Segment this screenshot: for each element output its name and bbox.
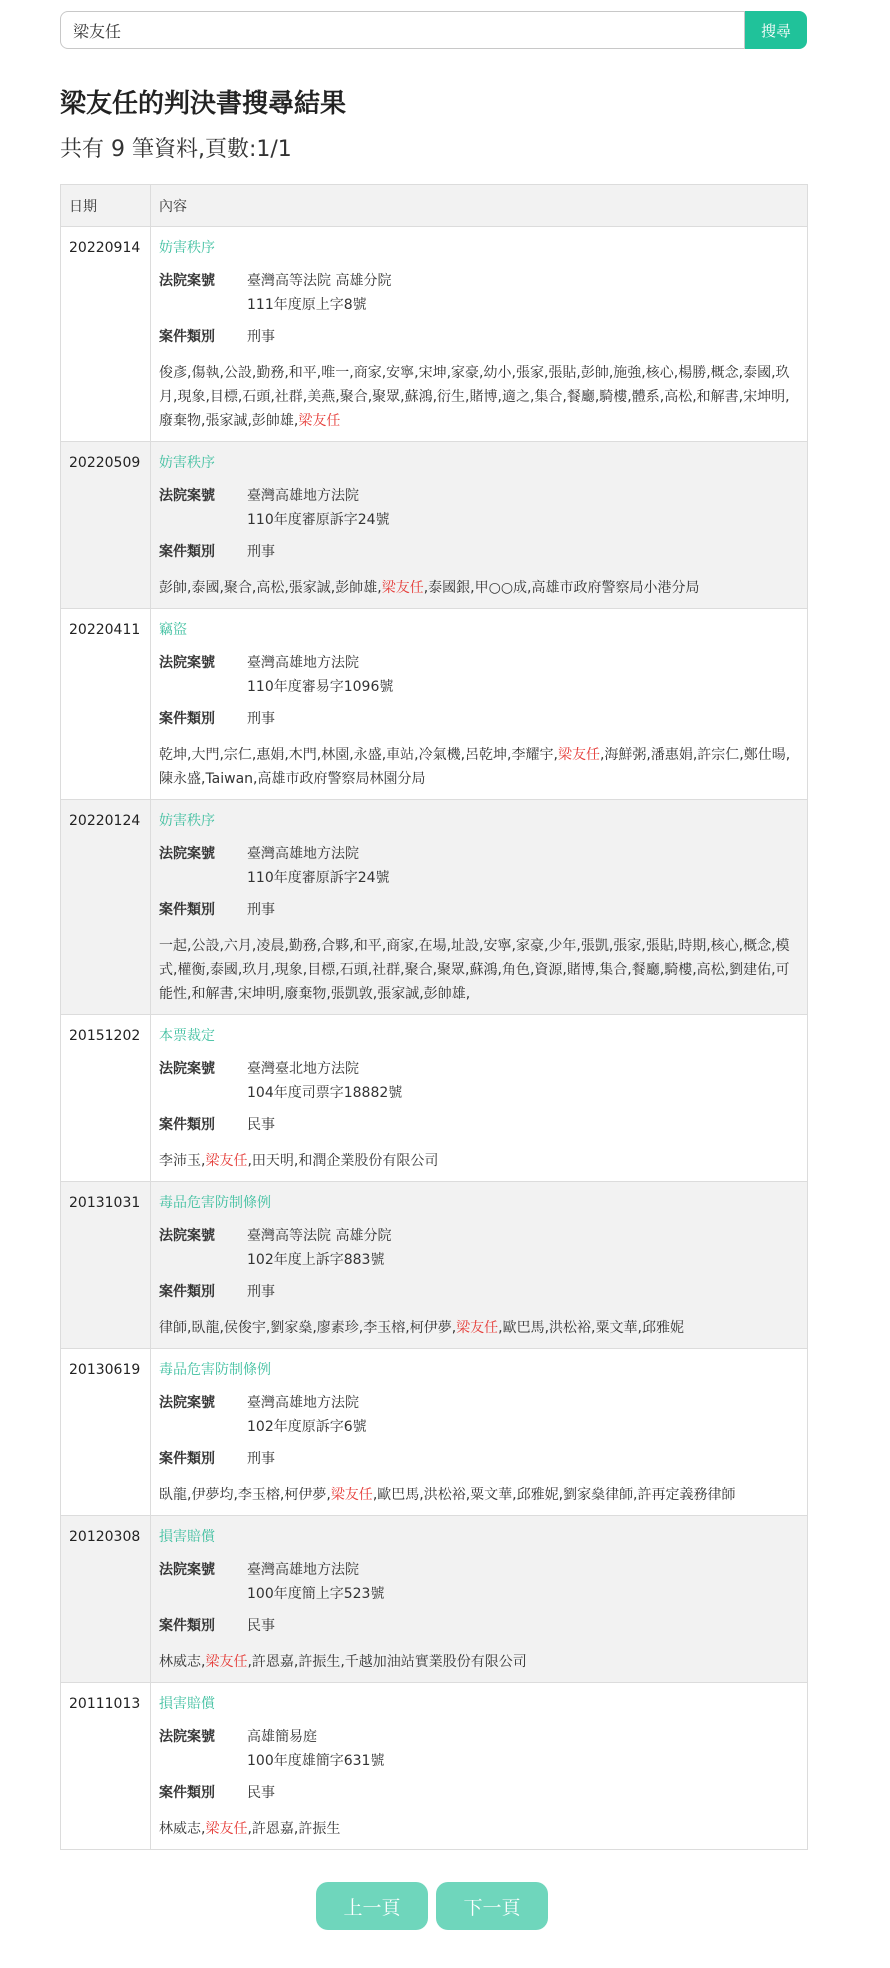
field-spacer xyxy=(159,1606,799,1614)
court-value xyxy=(247,1391,367,1439)
parties-text-after: ,歐巴馬,洪松裕,粟文華,邱雅妮 xyxy=(498,1320,684,1336)
court-name: 臺灣高等法院 高雄分院 xyxy=(247,273,392,289)
field-spacer xyxy=(159,1272,799,1280)
case-number: 102年度原訴字6號 xyxy=(247,1419,367,1435)
parties-text-after: ,海鮮粥,潘惠娟,許宗仁,鄭仕暘,陳永盛,Taiwan,高雄市政府警察局林園分局 xyxy=(159,747,791,787)
content-cell xyxy=(151,800,808,1015)
court-name: 臺灣高等法院 高雄分院 xyxy=(247,1228,392,1244)
court-field xyxy=(159,484,799,532)
type-field xyxy=(159,1113,799,1137)
date-cell xyxy=(61,442,151,609)
field-spacer xyxy=(159,699,799,707)
type-label: 案件類別 xyxy=(159,1117,215,1133)
court-label: 法院案號 xyxy=(159,846,215,862)
case-type: 刑事 xyxy=(247,1284,275,1300)
content-cell xyxy=(151,1349,808,1516)
court-label: 法院案號 xyxy=(159,655,215,671)
court-label: 法院案號 xyxy=(159,273,215,289)
field-spacer xyxy=(159,1105,799,1113)
court-name: 臺灣高雄地方法院 xyxy=(247,655,359,671)
judgment-date: 20130619 xyxy=(69,1362,141,1378)
table-row xyxy=(61,227,808,442)
judgment-date: 20151202 xyxy=(69,1028,141,1044)
previous-page-button[interactable]: 上一頁 xyxy=(316,1882,428,1930)
table-row xyxy=(61,1182,808,1349)
highlighted-name: 梁友任 xyxy=(205,1153,248,1169)
type-label: 案件類別 xyxy=(159,1618,215,1634)
case-title-link[interactable]: 本票裁定 xyxy=(159,1028,215,1044)
type-label: 案件類別 xyxy=(159,711,215,727)
case-title-link[interactable]: 毒品危害防制條例 xyxy=(159,1362,271,1378)
table-row xyxy=(61,1015,808,1182)
case-type: 刑事 xyxy=(247,711,275,727)
parties-text: 李沛玉, xyxy=(159,1153,206,1169)
parties-text: 林威志, xyxy=(159,1654,206,1670)
court-value xyxy=(247,1558,384,1606)
court-value xyxy=(247,269,391,317)
result-count: 共有 9 筆資料,頁數:1/1 xyxy=(60,137,292,162)
court-value xyxy=(247,1057,402,1105)
page-title: 梁友任的判決書搜尋結果 xyxy=(60,89,347,119)
court-field xyxy=(159,842,799,890)
column-header-content: 內容 xyxy=(151,185,808,227)
search-button[interactable]: 搜尋 xyxy=(745,11,807,49)
highlighted-name: 梁友任 xyxy=(381,580,424,596)
court-value xyxy=(247,484,390,532)
court-name: 臺灣臺北地方法院 xyxy=(247,1061,359,1077)
next-page-button[interactable]: 下一頁 xyxy=(436,1882,548,1930)
type-field xyxy=(159,898,799,922)
case-type: 刑事 xyxy=(247,329,275,345)
content-cell xyxy=(151,609,808,800)
results-table xyxy=(60,184,808,1850)
case-title-link[interactable]: 竊盜 xyxy=(159,622,187,638)
type-label: 案件類別 xyxy=(159,1785,215,1801)
court-label: 法院案號 xyxy=(159,1228,215,1244)
parties-text: 律師,臥龍,侯俊宇,劉家燊,廖素珍,李玉榕,柯伊夢, xyxy=(159,1320,457,1336)
field-spacer xyxy=(159,532,799,540)
date-cell xyxy=(61,227,151,442)
content-cell xyxy=(151,1683,808,1850)
parties-text: 彭帥,泰國,聚合,高松,張家誠,彭帥雄, xyxy=(159,580,382,596)
type-field xyxy=(159,1447,799,1471)
court-field xyxy=(159,651,799,699)
parties-text-after: ,歐巴馬,洪松裕,粟文華,邱雅妮,劉家燊律師,許再定義務律師 xyxy=(372,1487,736,1503)
parties-list xyxy=(159,576,799,600)
court-name: 臺灣高雄地方法院 xyxy=(247,1395,359,1411)
content-cell xyxy=(151,442,808,609)
search-input[interactable] xyxy=(60,11,745,49)
table-row xyxy=(61,1683,808,1850)
parties-text-after: ,許恩嘉,許振生 xyxy=(247,1821,341,1837)
highlighted-name: 梁友任 xyxy=(298,413,341,429)
type-label: 案件類別 xyxy=(159,329,215,345)
parties-text-after: ,許恩嘉,許振生,千越加油站實業股份有限公司 xyxy=(247,1654,527,1670)
date-cell xyxy=(61,1683,151,1850)
case-number: 102年度上訴字883號 xyxy=(247,1252,385,1268)
field-spacer xyxy=(159,1439,799,1447)
parties-list xyxy=(159,361,799,433)
case-type: 民事 xyxy=(247,1117,275,1133)
parties-text-after: ,田天明,和潤企業股份有限公司 xyxy=(247,1153,439,1169)
highlighted-name: 梁友任 xyxy=(330,1487,373,1503)
judgment-date: 20220411 xyxy=(69,622,141,638)
court-value xyxy=(247,1224,391,1272)
case-number: 110年度審原訴字24號 xyxy=(247,870,390,886)
highlighted-name: 梁友任 xyxy=(557,747,600,763)
content-cell xyxy=(151,1182,808,1349)
type-label: 案件類別 xyxy=(159,902,215,918)
parties-list xyxy=(159,934,799,1006)
highlighted-name: 梁友任 xyxy=(456,1320,499,1336)
field-spacer xyxy=(159,1773,799,1781)
type-label: 案件類別 xyxy=(159,544,215,560)
parties-list xyxy=(159,743,799,791)
case-type: 刑事 xyxy=(247,1451,275,1467)
case-number: 100年度簡上字523號 xyxy=(247,1586,385,1602)
court-value xyxy=(247,651,393,699)
case-type: 民事 xyxy=(247,1618,275,1634)
court-label: 法院案號 xyxy=(159,1395,215,1411)
court-field xyxy=(159,1391,799,1439)
date-cell xyxy=(61,1015,151,1182)
type-label: 案件類別 xyxy=(159,1284,215,1300)
court-field xyxy=(159,1725,799,1773)
case-type: 民事 xyxy=(247,1785,275,1801)
search-bar xyxy=(60,11,807,49)
court-field xyxy=(159,1224,799,1272)
court-name: 高雄簡易庭 xyxy=(247,1729,317,1745)
case-number: 110年度審原訴字24號 xyxy=(247,512,390,528)
type-field xyxy=(159,540,799,564)
field-spacer xyxy=(159,317,799,325)
results-body xyxy=(61,227,808,1850)
table-row xyxy=(61,609,808,800)
court-name: 臺灣高雄地方法院 xyxy=(247,846,359,862)
case-title-link[interactable]: 損害賠償 xyxy=(159,1696,215,1712)
court-field xyxy=(159,269,799,317)
case-number: 100年度雄簡字631號 xyxy=(247,1753,385,1769)
parties-text-after: ,泰國銀,甲○○成,高雄市政府警察局小港分局 xyxy=(423,580,700,596)
parties-list xyxy=(159,1817,799,1841)
case-number: 104年度司票字18882號 xyxy=(247,1085,403,1101)
date-cell xyxy=(61,609,151,800)
court-value xyxy=(247,842,390,890)
date-cell xyxy=(61,1516,151,1683)
content-cell xyxy=(151,227,808,442)
parties-text: 林威志, xyxy=(159,1821,206,1837)
judgment-date: 20131031 xyxy=(69,1195,141,1211)
table-row xyxy=(61,1516,808,1683)
judgment-date: 20220509 xyxy=(69,455,141,471)
court-name: 臺灣高雄地方法院 xyxy=(247,1562,359,1578)
type-field xyxy=(159,1781,799,1805)
judgment-date: 20111013 xyxy=(69,1696,141,1712)
table-row xyxy=(61,800,808,1015)
judgment-date: 20220124 xyxy=(69,813,141,829)
highlighted-name: 梁友任 xyxy=(205,1821,248,1837)
court-field xyxy=(159,1558,799,1606)
type-label: 案件類別 xyxy=(159,1451,215,1467)
content-cell xyxy=(151,1516,808,1683)
parties-list xyxy=(159,1316,799,1340)
table-header-row xyxy=(61,185,808,227)
date-cell xyxy=(61,1349,151,1516)
content-cell xyxy=(151,1015,808,1182)
parties-list xyxy=(159,1650,799,1674)
judgment-date: 20120308 xyxy=(69,1529,141,1545)
column-header-date: 日期 xyxy=(61,185,151,227)
highlighted-name: 梁友任 xyxy=(205,1654,248,1670)
case-number: 110年度審易字1096號 xyxy=(247,679,394,695)
case-title-link[interactable]: 妨害秩序 xyxy=(159,455,215,471)
court-label: 法院案號 xyxy=(159,1562,215,1578)
parties-text: 乾坤,大門,宗仁,惠娟,木門,林園,永盛,車站,冷氣機,呂乾坤,李耀宇, xyxy=(159,747,558,763)
parties-text: 臥龍,伊夢均,李玉榕,柯伊夢, xyxy=(159,1487,331,1503)
court-label: 法院案號 xyxy=(159,1061,215,1077)
case-type: 刑事 xyxy=(247,544,275,560)
case-title-link[interactable]: 毒品危害防制條例 xyxy=(159,1195,271,1211)
court-name: 臺灣高雄地方法院 xyxy=(247,488,359,504)
type-field xyxy=(159,325,799,349)
parties-list xyxy=(159,1149,799,1173)
table-row xyxy=(61,1349,808,1516)
type-field xyxy=(159,707,799,731)
type-field xyxy=(159,1280,799,1304)
type-field xyxy=(159,1614,799,1638)
case-number: 111年度原上字8號 xyxy=(247,297,367,313)
case-type: 刑事 xyxy=(247,902,275,918)
case-title-link[interactable]: 妨害秩序 xyxy=(159,240,215,256)
court-value xyxy=(247,1725,384,1773)
court-label: 法院案號 xyxy=(159,488,215,504)
parties-text: 一起,公設,六月,凌晨,勤務,合夥,和平,商家,在場,址設,安寧,家豪,少年,張凱,張家,張貼,時期,核心,概念,模式,權衡,泰國,玖月,現象,目標,石頭,社群,聚合,聚眾,蘇鴻,角色,資源,賭博,集合,餐廳,騎樓,高松,劉建佑,可能性,和解書,宋坤明,廢棄物,張凱敦,張家誠,彭帥雄, xyxy=(159,938,790,1002)
judgment-date: 20220914 xyxy=(69,240,141,256)
parties-text: 俊彥,傷執,公設,勤務,和平,唯一,商家,安寧,宋坤,家豪,幼小,張家,張貼,彭帥,施強,核心,楊勝,概念,泰國,玖月,現象,目標,石頭,社群,美燕,聚合,聚眾,蘇鴻,衍生,賭博,適之,集合,餐廳,騎樓,體系,高松,和解書,宋坤明,廢棄物,張家誠,彭帥雄, xyxy=(159,365,790,429)
date-cell xyxy=(61,1182,151,1349)
date-cell xyxy=(61,800,151,1015)
case-title-link[interactable]: 損害賠償 xyxy=(159,1529,215,1545)
field-spacer xyxy=(159,890,799,898)
court-field xyxy=(159,1057,799,1105)
parties-list xyxy=(159,1483,799,1507)
table-row xyxy=(61,442,808,609)
court-label: 法院案號 xyxy=(159,1729,215,1745)
case-title-link[interactable]: 妨害秩序 xyxy=(159,813,215,829)
